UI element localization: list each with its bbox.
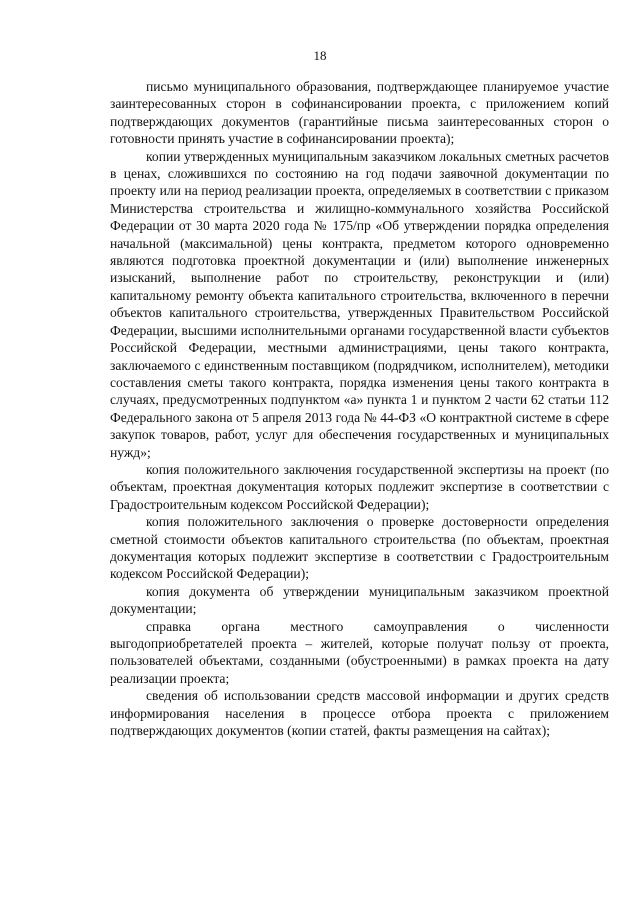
paragraph-state-expertise: копия положительного заключения государственной экспертизы на проект (по объектам, проектная документация которых подлежит экспертизе в соответствии с Градостроительным кодексом Российской Федерации);: [110, 461, 609, 512]
page-number: 18: [313, 48, 327, 63]
paragraph-beneficiaries-certificate: справка органа местного самоуправления о численности выгодоприобретателей проекта – жителей, которые получат пользу от проекта, пользователей объектами, созданными (обустроенными) в рамках проекта на дату реализации проекта;: [110, 618, 609, 686]
paragraph-media-usage: сведения об использовании средств массовой информации и других средств информирования населения в процессе отбора проекта с приложением подтверждающих документов (копии статей, факты размещения на сайтах);: [110, 688, 609, 739]
paragraph-approval-document: копия документа об утверждении муниципальным заказчиком проектной документации;: [110, 583, 609, 617]
paragraph-estimate-copies: копии утвержденных муниципальным заказчиком локальных сметных расчетов в ценах, сложившихся по состоянию на год подачи заявочной документации по проекту или на период реализации проекта, определяемых в соответствии с приказом Министерства строительства и жилищно-коммунального хозяйства Российской Федерации от 30 марта 2020 года № 175/пр «Об утверждении порядка определения начальной (максимальной) цены контракта, предметом которого одновременно являются подготовка проектной документации и (или) выполнение инженерных изысканий, выполнение работ по строительству, реконструкции и (или) капитальному ремонту объекта капитального строительства, включенного в перечни объектов капитального строительства, утвержденных Правительством Российской Федерации, высшими исполнительными органами государственной власти субъектов Российской Федерации, местными администрациями, цены такого контракта, заключаемого с единственным поставщиком (подрядчиком, исполнителем), методики составления сметы такого контракта, порядка изменения цены такого контракта в случаях, предусмотренных подпунктом «а» пункта 1 и пунктом 2 части 62 статьи 112 Федерального закона от 5 апреля 2013 года № 44-ФЗ «О контрактной системе в сфере закупок товаров, работ, услуг для обеспечения государственных и муниципальных нужд»;: [110, 148, 609, 460]
document-body: [110, 78, 609, 739]
paragraph-cofinancing-letter: письмо муниципального образования, подтверждающее планируемое участие заинтересованных сторон в софинансировании проекта, с приложением копий подтверждающих документов (гарантийные письма заинтересованных сторон о готовности принять участие в софинансировании проекта);: [110, 79, 609, 147]
paragraph-cost-verification: копия положительного заключения о проверке достоверности определения сметной стоимости объектов капитального строительства (по объектам, проектная документация которых подлежит экспертизе в соответствии с Градостроительным кодексом Российской Федерации);: [110, 514, 609, 582]
